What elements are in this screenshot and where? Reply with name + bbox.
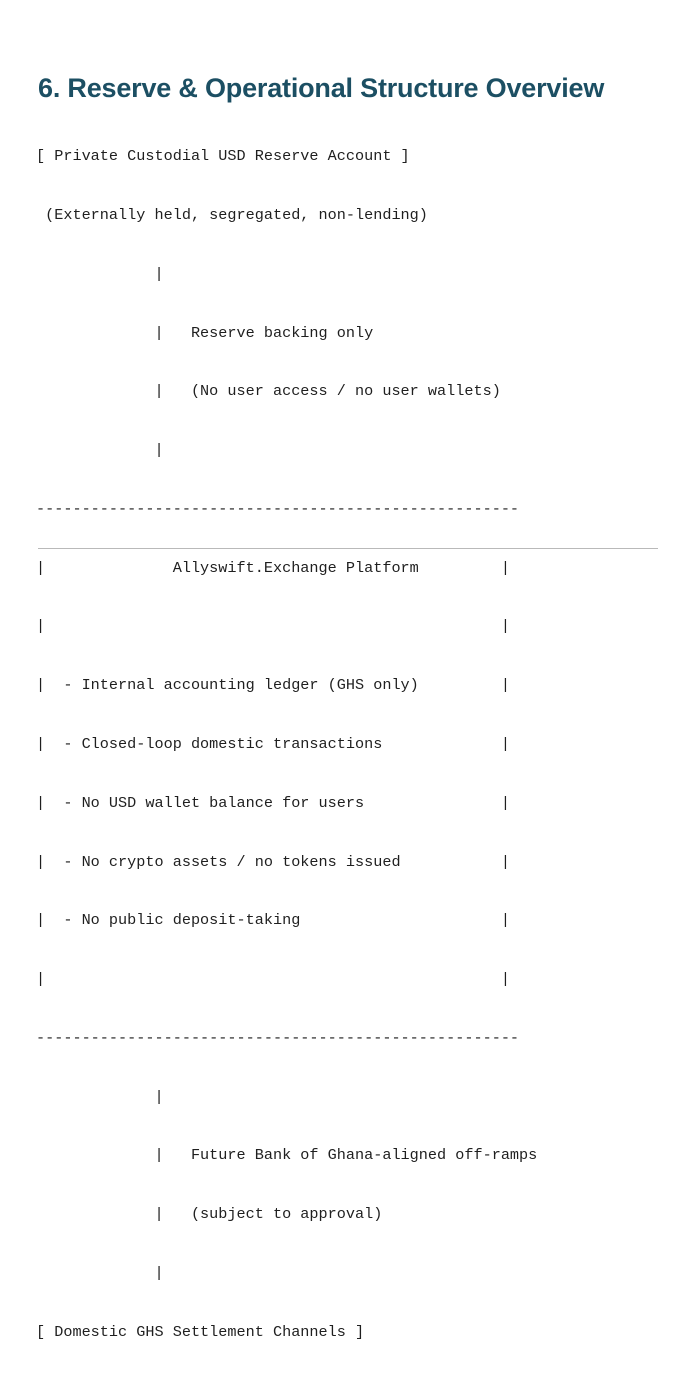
diagram-line: | Reserve backing only xyxy=(36,323,374,342)
diagram-line: | (subject to approval) xyxy=(36,1205,383,1224)
diagram-line: [ Private Custodial USD Reserve Account ] xyxy=(36,147,410,166)
diagram-line: | | xyxy=(36,970,510,989)
diagram-line: | (No user access / no user wallets) xyxy=(36,382,501,401)
diagram-line: | Allyswift.Exchange Platform | xyxy=(36,558,510,577)
diagram-line: | xyxy=(36,264,164,283)
diagram-line: | | xyxy=(36,617,510,636)
diagram-line: | xyxy=(36,1087,164,1106)
diagram-line: | - No crypto assets / no tokens issued | xyxy=(36,852,510,871)
diagram-line: [ Domestic GHS Settlement Channels ] xyxy=(36,1322,365,1341)
diagram-line: | xyxy=(36,441,164,460)
diagram-line: ----------------------------------------------------- xyxy=(36,1028,520,1047)
diagram-line: | Future Bank of Ghana-aligned off-ramps xyxy=(36,1146,538,1165)
diagram-line: | - No USD wallet balance for users | xyxy=(36,793,510,812)
reserve-structure-diagram xyxy=(36,108,666,1382)
diagram-line: | - Closed-loop domestic transactions | xyxy=(36,735,510,753)
diagram-line: ----------------------------------------------------- xyxy=(36,499,520,518)
footer-divider xyxy=(38,548,658,549)
diagram-line: | - Internal accounting ledger (GHS only) | xyxy=(36,676,510,695)
page-title: 6. Reserve & Operational Structure Overview xyxy=(38,73,605,104)
diagram-line: | xyxy=(36,1264,164,1283)
diagram-line: (Externally held, segregated, non-lending) xyxy=(36,205,428,224)
diagram-line: | - No public deposit-taking | xyxy=(36,911,510,930)
